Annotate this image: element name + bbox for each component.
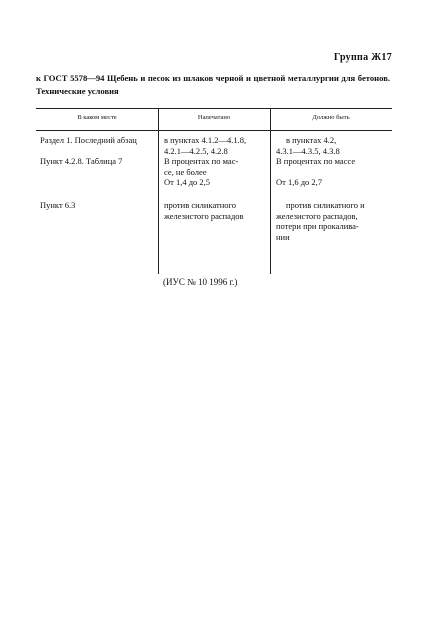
row3-printed-line2: железистого распадов: [164, 210, 244, 221]
row2-printed-line1: В процентах по мас-: [164, 156, 239, 166]
row2-should-be: [276, 156, 388, 188]
header-should-be: Должно быть: [312, 114, 350, 121]
row2-printed: [164, 156, 268, 188]
row1-printed: [164, 135, 268, 156]
row3-should-line2: железистого распадов,: [276, 210, 358, 221]
footer-reference: (ИУС № 10 1996 г.): [163, 277, 238, 287]
row1-should-line1: в пунктах 4.2,: [286, 135, 337, 145]
group-label: Группа Ж17: [333, 52, 392, 63]
row1-printed-line2: 4.2.1—4.2.5, 4.2.8: [164, 145, 228, 156]
row1-place: Раздел 1. Последний абзац: [40, 135, 137, 145]
row2-printed-line2: се, не более: [164, 166, 207, 177]
row2-place: Пункт 4.2.8. Таблица 7: [40, 156, 123, 166]
table-top-rule: [36, 108, 392, 109]
row3-should-line1: против силикатного и: [286, 200, 365, 210]
row2-should-line3: От 1,6 до 2,7: [276, 177, 323, 187]
row3-should-line4: нии: [276, 231, 290, 242]
row3-printed-line1: против силикатного: [164, 200, 237, 210]
row3-place: Пункт 6.3: [40, 200, 76, 210]
header-place: В каком месте: [77, 114, 117, 121]
header-printed: Напечатано: [197, 114, 231, 121]
row1-printed-line1: в пунктах 4.1.2—4.1.8,: [164, 135, 247, 145]
row2-should-line2: [276, 167, 388, 178]
amendment-table: [36, 108, 392, 274]
row3-printed: [164, 200, 268, 221]
row1-should-line2: 4.3.1—4.3.5, 4.3.8: [276, 145, 340, 156]
column-divider-2: [270, 108, 271, 274]
column-divider-1: [158, 108, 159, 274]
row3-should-be: [276, 200, 388, 242]
row1-should-be: [276, 135, 388, 156]
table-header-rule: [36, 130, 392, 131]
row3-should-line3: потери при прокалива-: [276, 221, 359, 231]
row2-printed-line3: От 1,4 до 2,5: [164, 177, 211, 187]
row2-should-line1: В процентах по массе: [276, 156, 356, 166]
document-heading: к ГОСТ 5578—94 Щебень и песок из шлаков черной и цветной металлургии для бетонов. Технические условия: [36, 73, 390, 96]
